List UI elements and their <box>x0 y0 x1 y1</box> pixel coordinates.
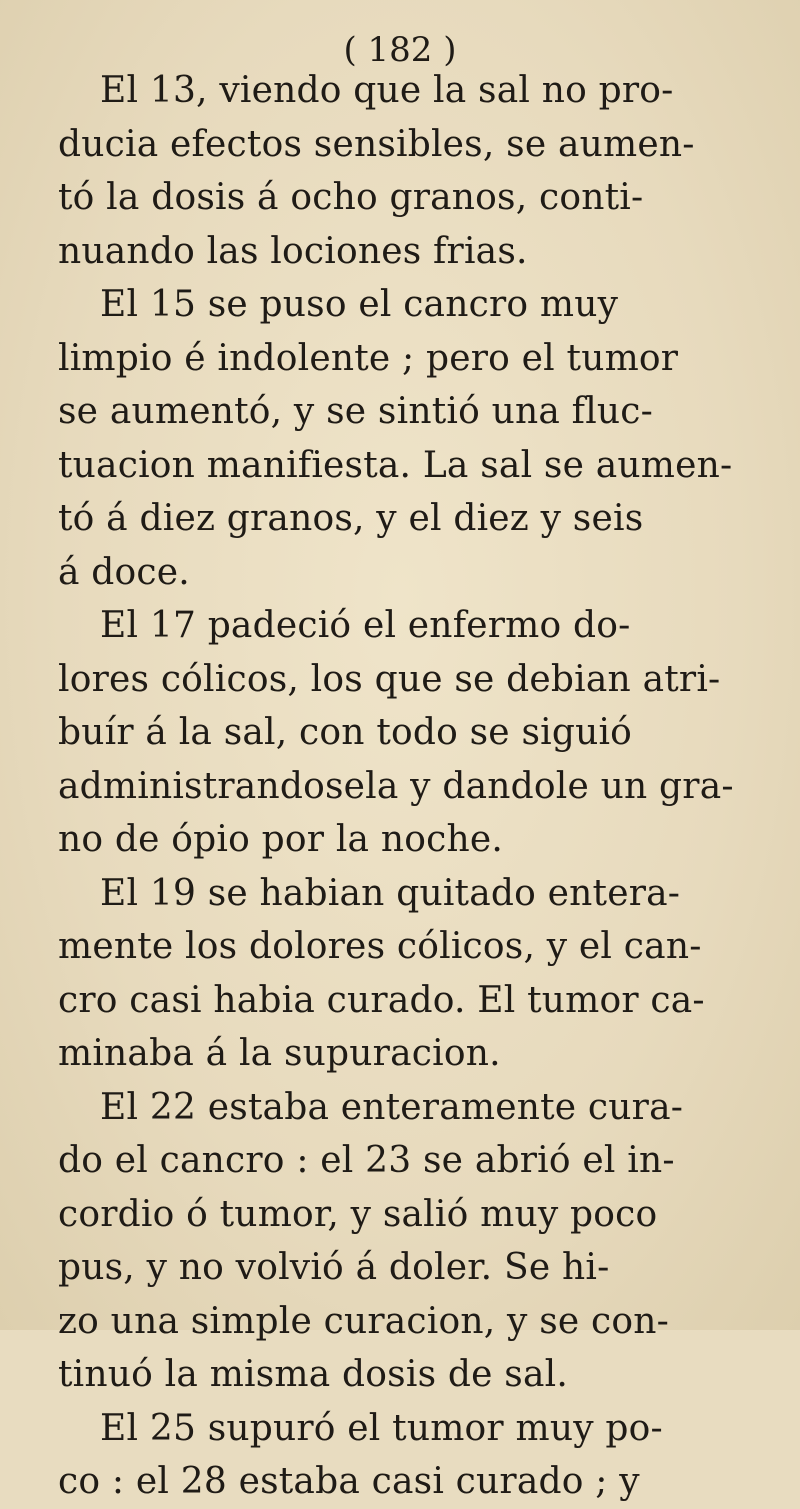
text-line: minaba á la supuracion. <box>58 1033 501 1074</box>
text-line: lores cólicos, los que se debian atri- <box>58 658 721 700</box>
text-line: se aumentó, y se sintió una fluc- <box>58 391 654 432</box>
page-number: ( 182 ) <box>343 30 457 70</box>
text-line: pus, y no volvió á doler. Se hi- <box>58 1247 610 1288</box>
text-line: cro casi habia curado. El tumor ca- <box>58 979 705 1021</box>
text-line: mente los dolores cólicos, y el can- <box>58 926 702 967</box>
text-line: El 15 se puso el cancro muy <box>100 284 619 325</box>
text-line: administrandosela y dandole un gra- <box>58 765 734 807</box>
text-line: á doce. <box>58 551 190 593</box>
text-line: tó la dosis á ocho granos, conti- <box>58 177 644 218</box>
text-line: tinuó la misma dosis de sal. <box>58 1354 568 1395</box>
text-line: El 13, viendo que la sal no pro- <box>100 70 674 111</box>
text-line: ducia efectos sensibles, se aumen- <box>58 123 695 165</box>
text-line: nuando las lociones frias. <box>58 230 528 272</box>
body-text <box>58 64 778 1509</box>
text-line: limpio é indolente ; pero el tumor <box>58 337 679 379</box>
text-line: do el cancro : el 23 se abrió el in- <box>58 1140 675 1181</box>
text-line: cordio ó tumor, y salió muy poco <box>58 1193 658 1235</box>
text-line: El 19 se habian quitado entera- <box>100 872 681 914</box>
text-line: tuacion manifiesta. La sal se aumen- <box>58 444 733 486</box>
text-line: tó á diez granos, y el diez y seis <box>58 498 644 539</box>
text-line: co : el 28 estaba casi curado ; y <box>58 1461 640 1502</box>
text-line: El 22 estaba enteramente cura- <box>100 1086 684 1128</box>
text-line: no de ópio por la noche. <box>58 819 503 860</box>
text-line: zo una simple curacion, y se con- <box>58 1300 670 1342</box>
text-line: buír á la sal, con todo se siguió <box>58 712 633 753</box>
text-line: El 25 supuró el tumor muy po- <box>100 1407 663 1449</box>
text-line: El 17 padeció el enfermo do- <box>100 605 631 646</box>
